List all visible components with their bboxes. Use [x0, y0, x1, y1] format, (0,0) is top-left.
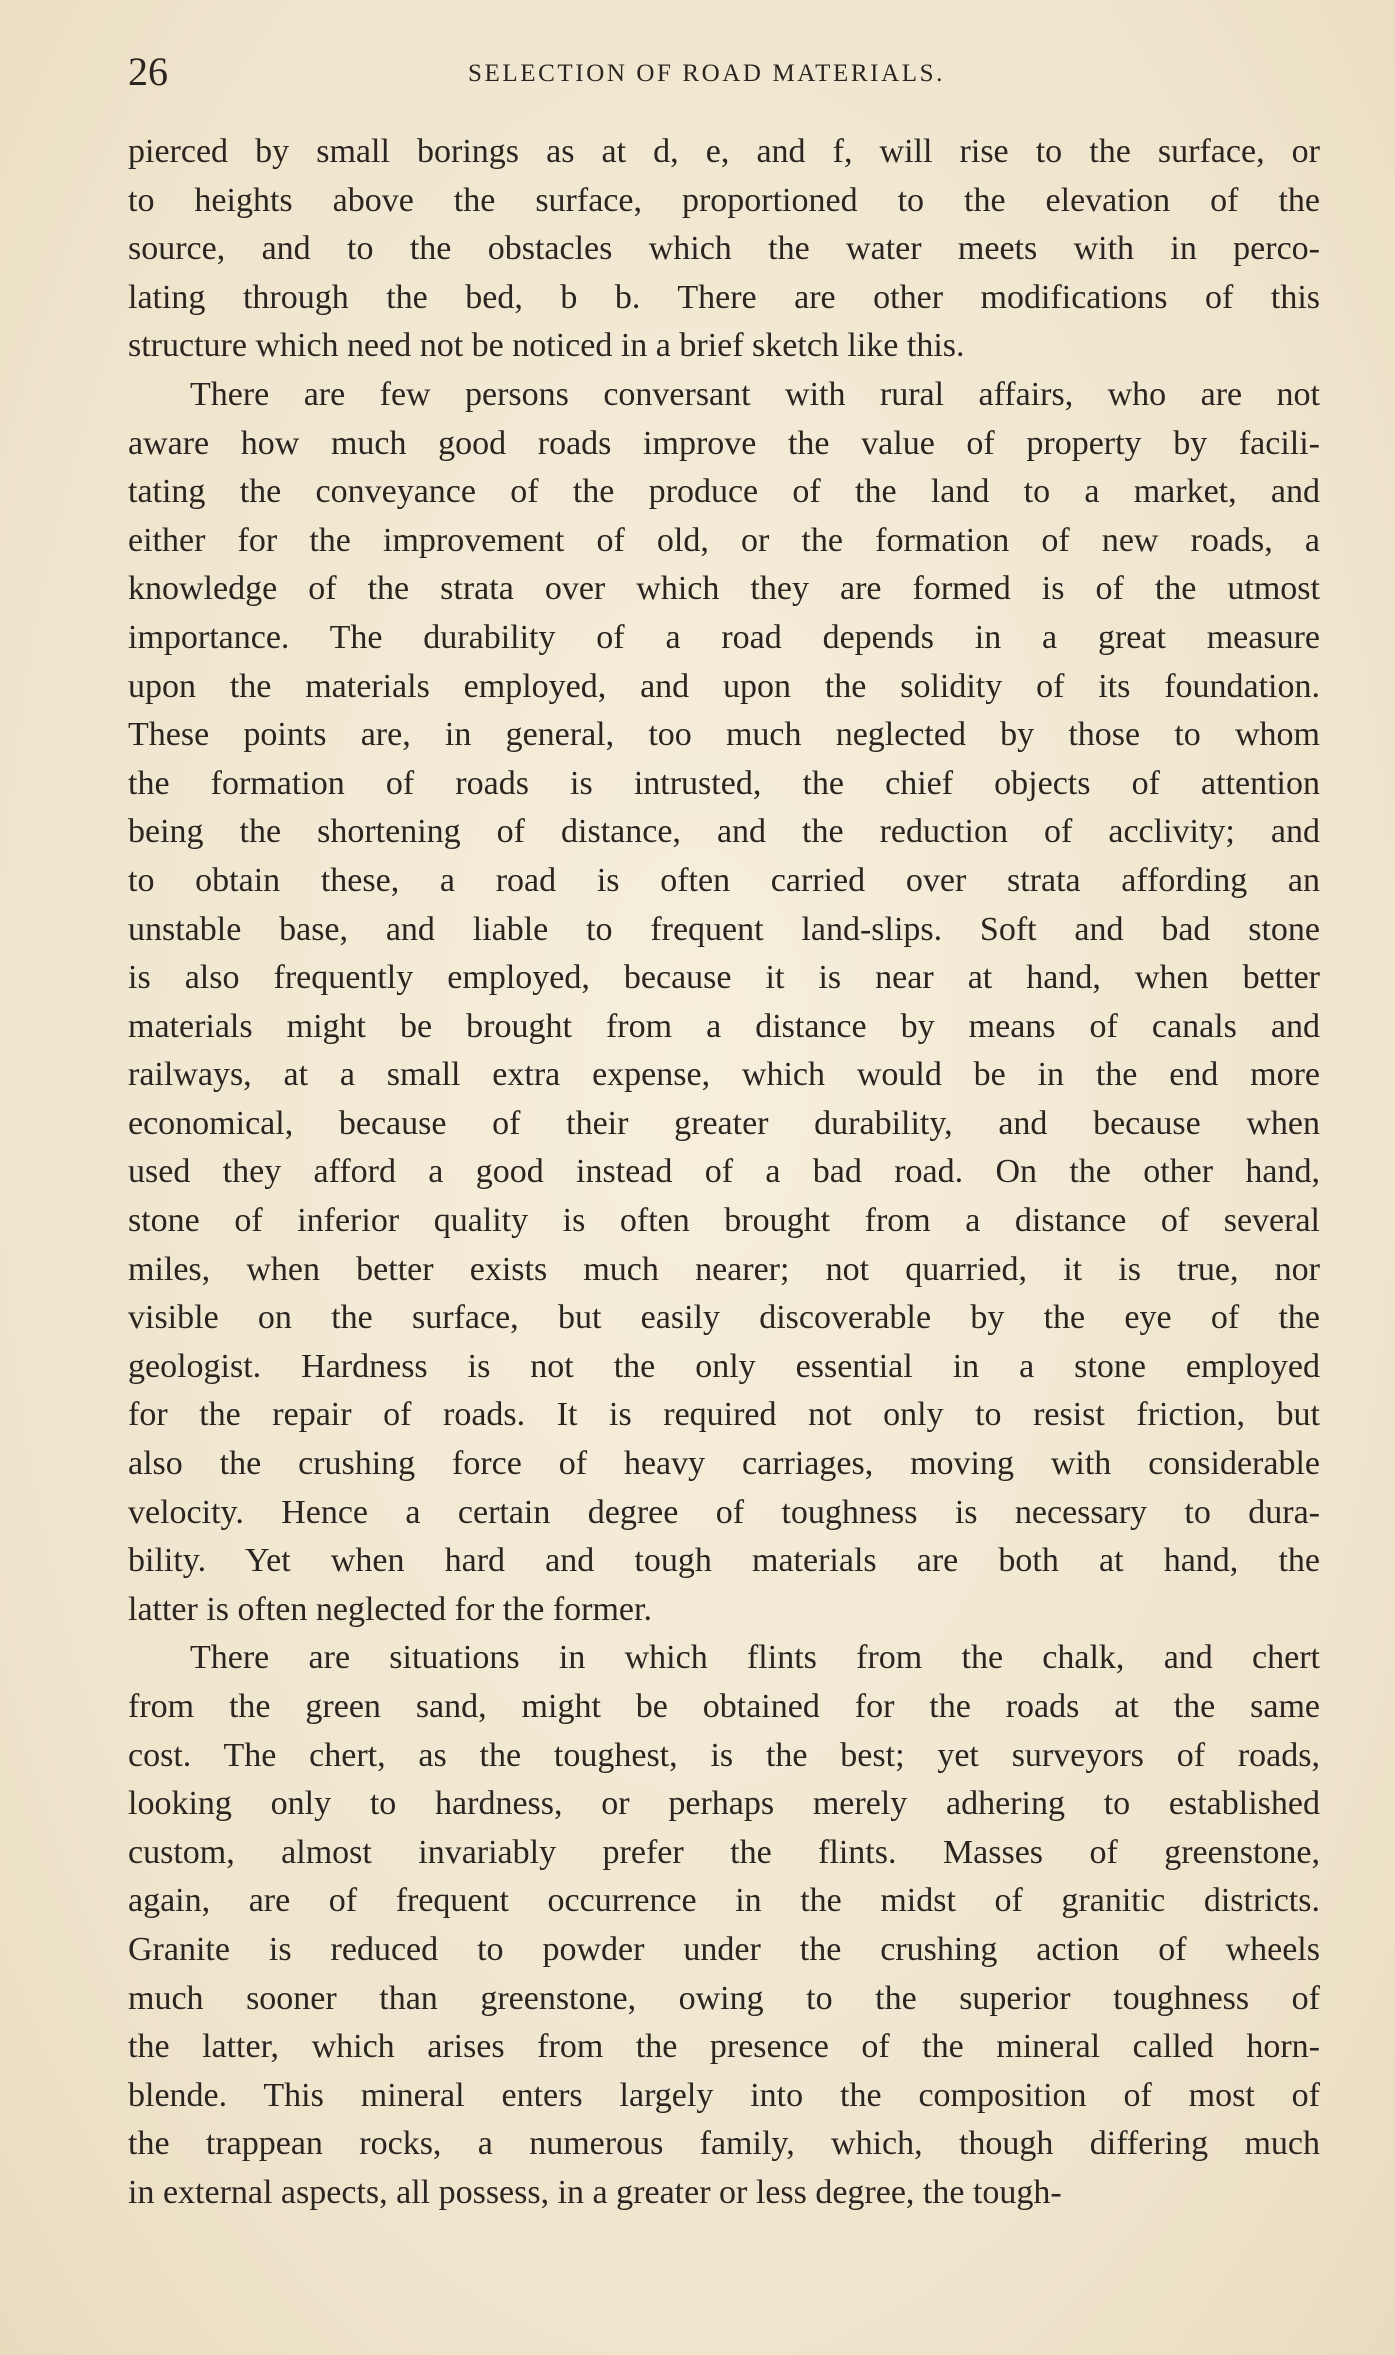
page-header	[128, 50, 1318, 94]
text-line: is also frequently employed, because it is near at hand, when better	[128, 959, 1320, 997]
text-line: stone of inferior quality is often brought from a distance of several	[128, 1202, 1320, 1240]
text-line: custom, almost invariably prefer the flints. Masses of greenstone,	[128, 1833, 1320, 1871]
text-line: aware how much good roads improve the value of property by facili-	[128, 424, 1320, 462]
text-line: pierced by small borings as at d, e, and f, will rise to the surface, or	[128, 133, 1320, 170]
text-line: in external aspects, all possess, in a greater or less degree, the tough-	[128, 2173, 1062, 2211]
text-line: Granite is reduced to powder under the crushing action of wheels	[128, 1930, 1320, 1968]
page-number: 26	[128, 49, 168, 94]
text-line: lating through the bed, b b. There are other modifications of this	[128, 278, 1320, 316]
text-line: from the green sand, might be obtained for the roads at the same	[128, 1688, 1320, 1725]
text-line: railways, at a small extra expense, which would be in the end more	[128, 1056, 1320, 1094]
text-line: economical, because of their greater durability, and because when	[128, 1104, 1320, 1142]
text-line: upon the materials employed, and upon the solidity of its foundation.	[128, 667, 1320, 705]
text-line: unstable base, and liable to frequent land-slips. Soft and bad stone	[128, 910, 1320, 948]
text-line: to heights above the surface, proportioned to the elevation of the	[128, 181, 1320, 219]
text-line: source, and to the obstacles which the water meets with in perco-	[128, 230, 1320, 268]
text-line: importance. The durability of a road depends in a great measure	[128, 618, 1320, 656]
text-line: looking only to hardness, or perhaps merely adhering to established	[128, 1785, 1320, 1823]
text-line: There are situations in which flints from the chalk, and chert	[190, 1639, 1320, 1677]
text-line: to obtain these, a road is often carried over strata affording an	[128, 861, 1320, 899]
text-line: There are few persons conversant with rural affairs, who are not	[190, 375, 1320, 413]
text-line: bility. Yet when hard and tough materials are both at hand, the	[128, 1542, 1320, 1580]
text-line: the latter, which arises from the presence of the mineral called horn-	[128, 2028, 1320, 2066]
text-line: either for the improvement of old, or the formation of new roads, a	[128, 521, 1320, 559]
text-line: for the repair of roads. It is required not only to resist friction, but	[128, 1396, 1320, 1434]
paragraph	[128, 1634, 1320, 2217]
text-line: used they afford a good instead of a bad road. On the other hand,	[128, 1153, 1320, 1191]
text-line: These points are, in general, too much neglected by those to whom	[128, 716, 1320, 754]
text-line: knowledge of the strata over which they are formed is of the utmost	[128, 570, 1320, 608]
text-line: being the shortening of distance, and the reduction of acclivity; and	[128, 813, 1320, 851]
text-line: the trappean rocks, a numerous family, which, though differing much	[128, 2125, 1320, 2163]
text-line: also the crushing force of heavy carriages, moving with considerable	[128, 1445, 1320, 1483]
text-line: visible on the surface, but easily discoverable by the eye of the	[128, 1299, 1320, 1337]
text-line: structure which need not be noticed in a brief sketch like this.	[128, 327, 965, 365]
text-line: the formation of roads is intrusted, the chief objects of attention	[128, 764, 1320, 802]
text-line: again, are of frequent occurrence in the midst of granitic districts.	[128, 1882, 1320, 1920]
text-line: tating the conveyance of the produce of the land to a market, and	[128, 473, 1320, 511]
running-head: SELECTION OF ROAD MATERIALS.	[468, 60, 945, 87]
paragraph-container	[128, 128, 1320, 2218]
paragraph	[128, 128, 1320, 371]
text-line: materials might be brought from a distance by means of canals and	[128, 1007, 1320, 1045]
text-line: blende. This mineral enters largely into the composition of most of	[128, 2076, 1320, 2114]
text-line: velocity. Hence a certain degree of toughness is necessary to dura-	[128, 1493, 1320, 1531]
text-line: latter is often neglected for the former.	[128, 1590, 652, 1628]
text-line: geologist. Hardness is not the only essential in a stone employed	[128, 1347, 1320, 1385]
text-line: much sooner than greenstone, owing to the superior toughness of	[128, 1979, 1320, 2017]
text-line: cost. The chert, as the toughest, is the best; yet surveyors of roads,	[128, 1736, 1320, 1774]
text-line: miles, when better exists much nearer; not quarried, it is true, nor	[128, 1250, 1320, 1288]
body-text	[128, 128, 1320, 2218]
paragraph	[128, 371, 1320, 1634]
